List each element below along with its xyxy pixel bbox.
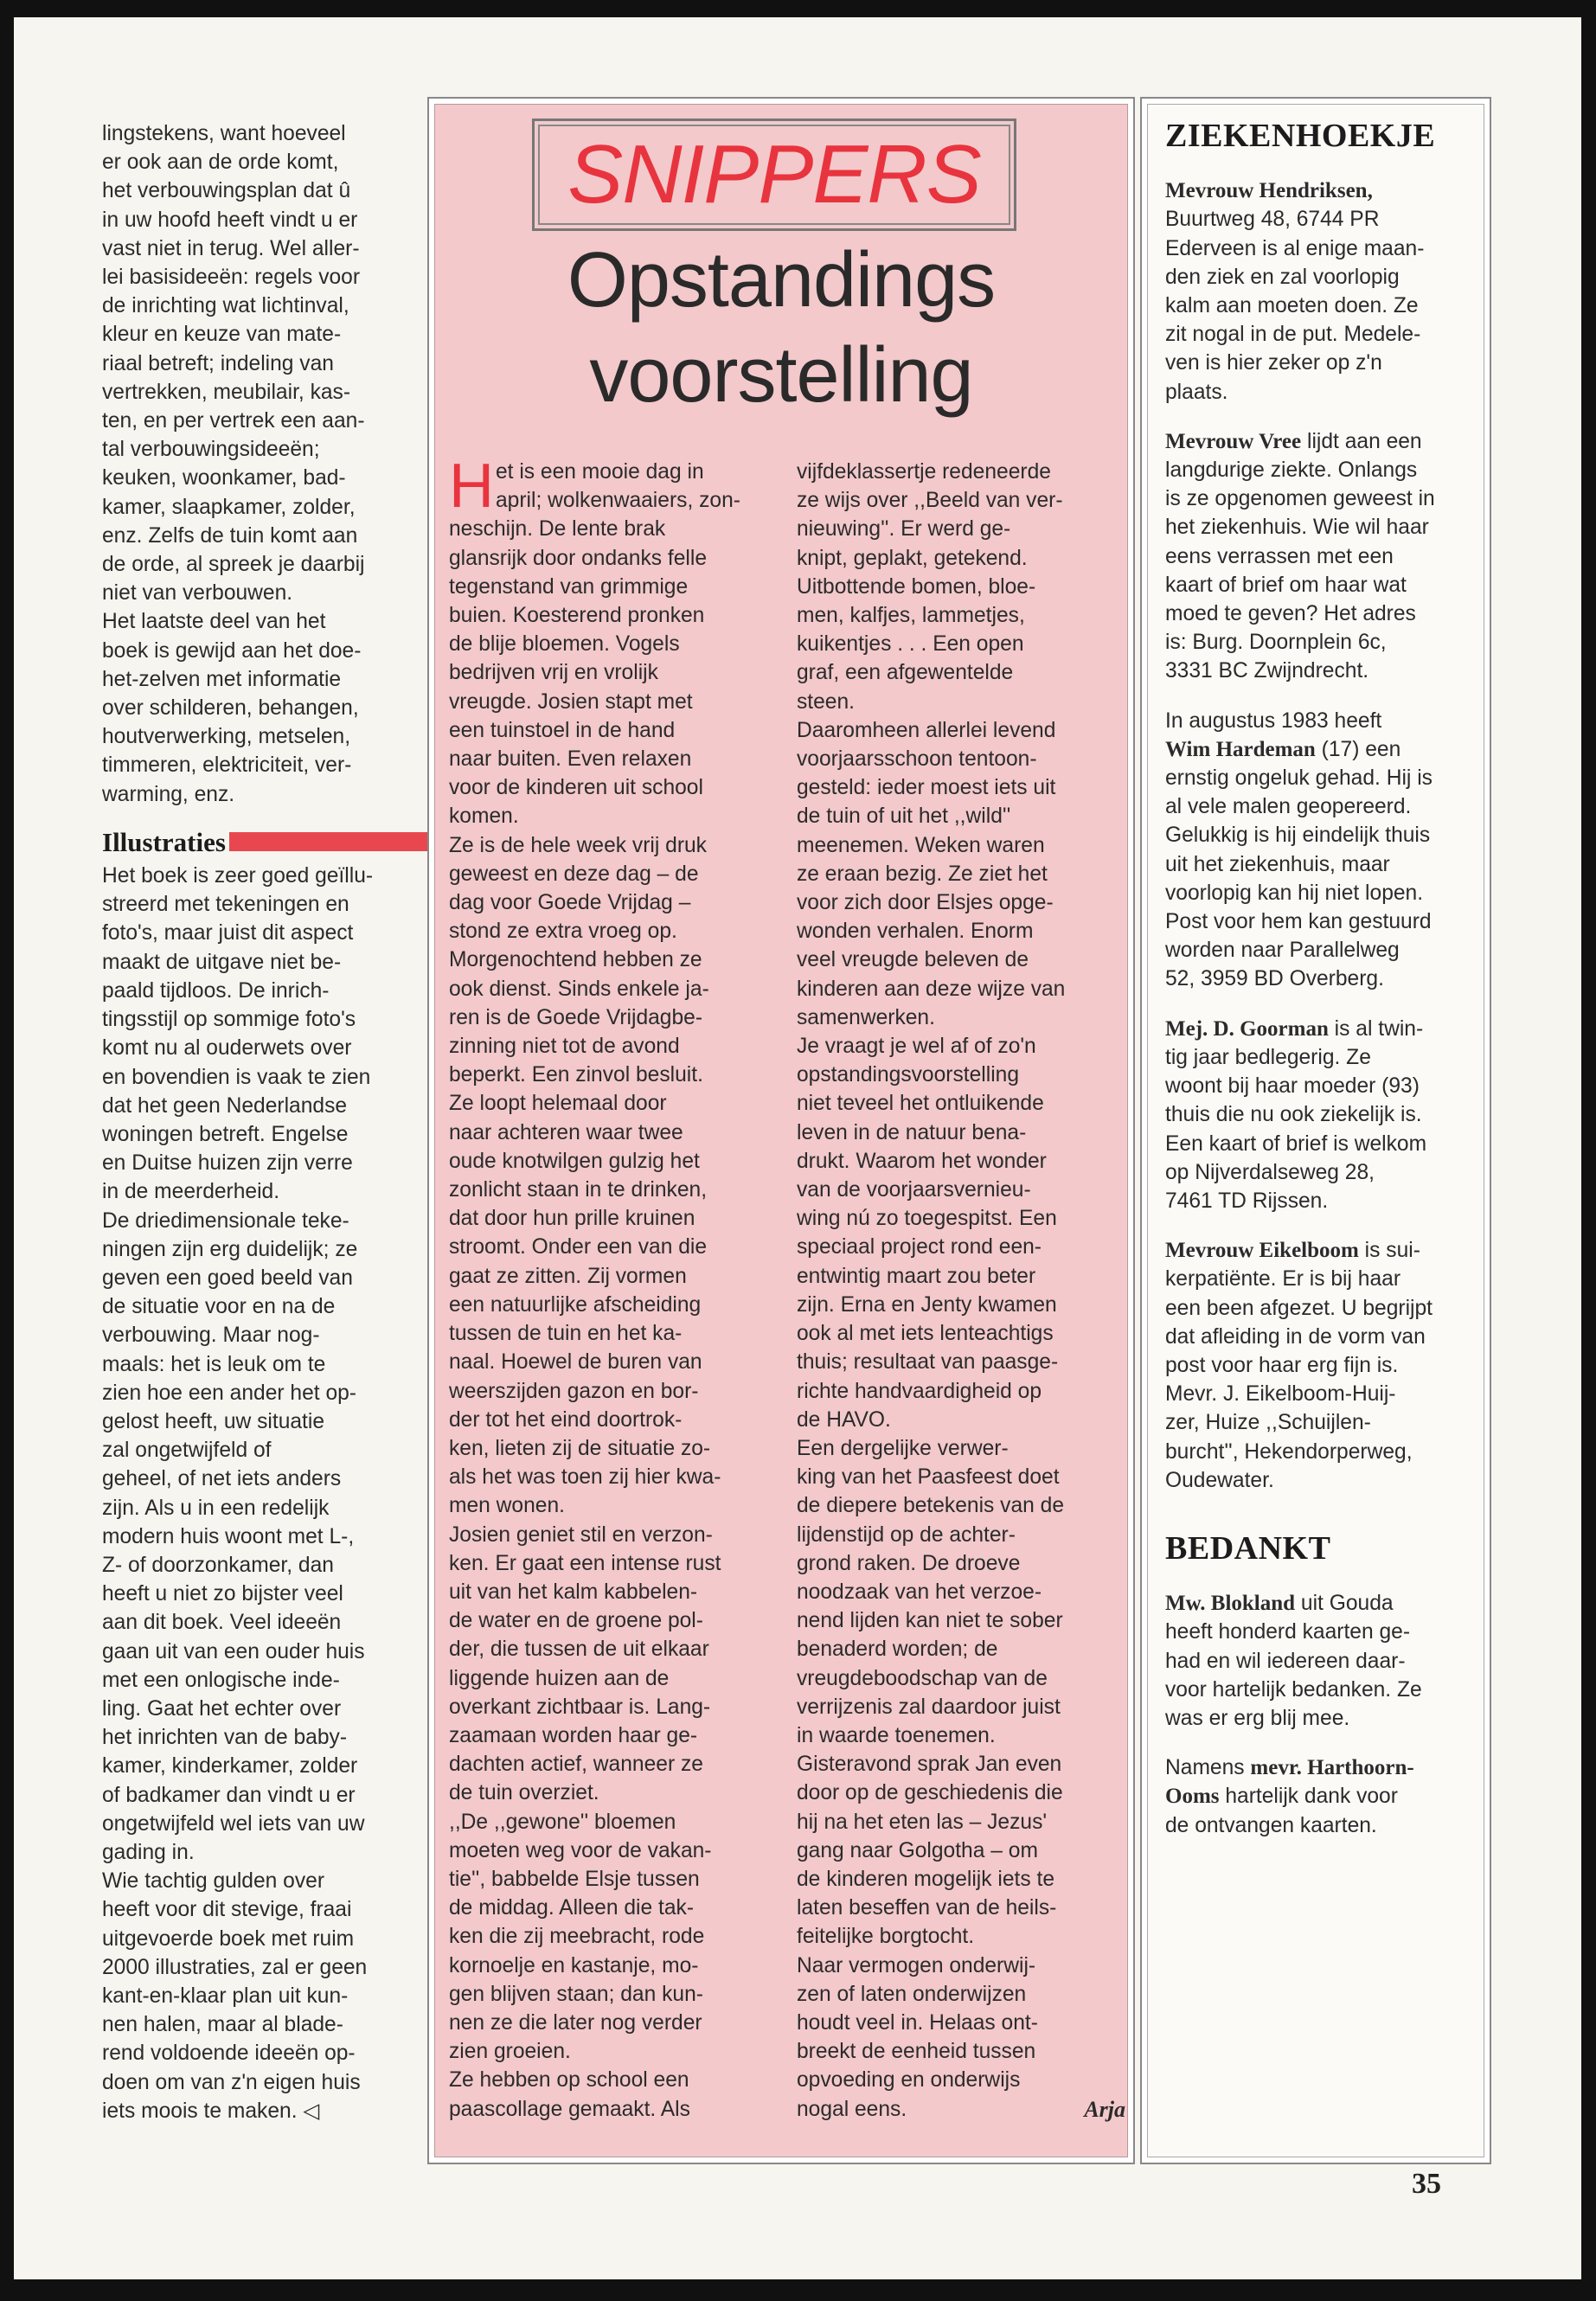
text-line: paald tijdloos. De inrich- bbox=[102, 978, 330, 1003]
text-line: kamer, kinderkamer, zolder bbox=[102, 1754, 358, 1779]
article-line: nend lijden kan niet te sober bbox=[797, 1609, 1063, 1633]
article-line: Een dergelijke verwer- bbox=[797, 1436, 1009, 1460]
article-line: wonden verhalen. Enorm bbox=[797, 920, 1034, 944]
text-line: gaan uit van een ouder huis bbox=[102, 1639, 365, 1663]
text-line: iets moois te maken. ◁ bbox=[102, 2099, 320, 2123]
entry-line: kerpatiënte. Er is bij haar bbox=[1165, 1267, 1401, 1292]
text-line: dat het geen Nederlandse bbox=[102, 1093, 348, 1118]
entry-line: den ziek en zal voorlopig bbox=[1165, 265, 1400, 289]
article-final-line bbox=[797, 2095, 1125, 2124]
patient-name: Mevrouw Hendriksen, bbox=[1165, 179, 1373, 203]
article-line: dat door hun prille kruinen bbox=[449, 1207, 695, 1231]
article-line: speciaal project rond een- bbox=[797, 1235, 1042, 1259]
article-line: zijn. Erna en Jenty kwamen bbox=[797, 1292, 1057, 1317]
article-line: opstandingsvoorstelling bbox=[797, 1063, 1020, 1087]
article-line: tegenstand van grimmige bbox=[449, 574, 689, 599]
article-line: paascollage gemaakt. Als bbox=[449, 2097, 690, 2121]
article-line: neschijn. De lente brak bbox=[449, 517, 666, 542]
text-line: rend voldoende ideeën op- bbox=[102, 2041, 356, 2066]
article-line: de HAVO. bbox=[797, 1407, 891, 1432]
text-line: gelost heeft, uw situatie bbox=[102, 1409, 325, 1433]
article-line: kuikentjes . . . Een open bbox=[797, 632, 1024, 657]
bedankt-entry-2 bbox=[1165, 1753, 1477, 1840]
article-line: kornoelje en kastanje, mo- bbox=[449, 1953, 699, 1977]
article-column-1 bbox=[449, 452, 776, 2124]
text-line: enz. Zelfs de tuin komt aan bbox=[102, 523, 358, 548]
entry-line: uit het ziekenhuis, maar bbox=[1165, 852, 1390, 876]
bedankt-lines-2 bbox=[1165, 1811, 1477, 1840]
illustraties-heading bbox=[102, 828, 429, 856]
article-line: niet teveel het ontluikende bbox=[797, 1092, 1044, 1116]
article-line: Je vraagt je wel af of zo'n bbox=[797, 1035, 1036, 1059]
text-line: De driedimensionale teke- bbox=[102, 1208, 349, 1233]
illustraties-label: Illustraties bbox=[102, 826, 226, 857]
article-line: voorjaarsschoon tentoon- bbox=[797, 747, 1037, 772]
article-line: de tuin of uit het ,,wild'' bbox=[797, 804, 1011, 829]
article-line: Gisteravond sprak Jan even bbox=[797, 1753, 1062, 1777]
entry-line: kalm aan moeten doen. Ze bbox=[1165, 294, 1419, 318]
entry-name-line bbox=[1165, 176, 1477, 205]
article-line: een tuinstoel in de hand bbox=[449, 718, 676, 742]
entry-first-text: is al twin- bbox=[1328, 1016, 1424, 1041]
text-line: riaal betreft; indeling van bbox=[102, 351, 334, 375]
bleed-through-text bbox=[567, 17, 1086, 40]
text-line: of badkamer dan vindt u er bbox=[102, 1783, 356, 1807]
entry-line: Oudewater. bbox=[1165, 1468, 1274, 1492]
article-line: Morgenochtend hebben ze bbox=[449, 948, 702, 972]
article-line: voor de kinderen uit school bbox=[449, 776, 703, 800]
first-line-text: et is een mooie dag in bbox=[496, 460, 704, 484]
entry-line: Post voor hem kan gestuurd bbox=[1165, 910, 1432, 934]
text-line: in de meerderheid. bbox=[102, 1180, 280, 1204]
bedankt-lines-1 bbox=[1165, 1618, 1477, 1733]
text-line: 2000 illustraties, zal er geen bbox=[102, 1955, 368, 1979]
article-line: tussen de tuin en het ka- bbox=[449, 1322, 683, 1346]
article-line: naar buiten. Even relaxen bbox=[449, 747, 692, 772]
text-line: aan dit boek. Veel ideeën bbox=[102, 1611, 342, 1635]
article-line: knipt, geplakt, getekend. bbox=[797, 546, 1028, 570]
text-line: vertrekken, meubilair, kas- bbox=[102, 380, 351, 404]
article-line: zinning niet tot de avond bbox=[449, 1035, 680, 1059]
bedankt-pre-2: Namens bbox=[1165, 1756, 1251, 1780]
text-line: niet van verbouwen. bbox=[102, 581, 293, 606]
article-line: geweest en deze dag – de bbox=[449, 862, 699, 886]
entry-line: plaats. bbox=[1165, 380, 1228, 404]
text-line: met een onlogische inde- bbox=[102, 1668, 340, 1692]
article-line: de blije bloemen. Vogels bbox=[449, 632, 680, 657]
text-line: streerd met tekeningen en bbox=[102, 893, 349, 917]
article-line: houdt veel in. Helaas ont- bbox=[797, 2010, 1038, 2035]
article-line: glansrijk door ondanks felle bbox=[449, 546, 708, 570]
entry-line: is: Burg. Doornplein 6c, bbox=[1165, 631, 1387, 655]
article-line: gaat ze zitten. Zij vormen bbox=[449, 1264, 687, 1288]
text-line: tal verbouwingsideeën; bbox=[102, 438, 320, 462]
ziekenhoekje-entries bbox=[1165, 176, 1477, 1495]
entry-line: langdurige ziekte. Onlangs bbox=[1165, 458, 1418, 483]
text-line: keuken, woonkamer, bad- bbox=[102, 466, 346, 490]
article-line: drukt. Waarom het wonder bbox=[797, 1149, 1047, 1173]
entry-line: Mevr. J. Eikelboom-Huij- bbox=[1165, 1382, 1396, 1407]
article-line: benaderd worden; de bbox=[797, 1638, 998, 1662]
text-line: de inrichting wat lichtinval, bbox=[102, 294, 349, 318]
article-line: als het was toen zij hier kwa- bbox=[449, 1465, 721, 1490]
article-line: meenemen. Weken waren bbox=[797, 833, 1045, 857]
article-line: overkant zichtbaar is. Lang- bbox=[449, 1695, 711, 1719]
article-line: komen. bbox=[449, 804, 519, 829]
text-line: zijn. Als u in een redelijk bbox=[102, 1496, 330, 1520]
entry-line: het ziekenhuis. Wie wil haar bbox=[1165, 516, 1429, 540]
article-line: king van het Paasfeest doet bbox=[797, 1465, 1060, 1490]
text-line: en bovendien is vaak te zien bbox=[102, 1065, 371, 1089]
text-line: de orde, al spreek je daarbij bbox=[102, 553, 365, 577]
entry-line: post voor haar erg fijn is. bbox=[1165, 1353, 1399, 1377]
article-line: leven in de natuur bena- bbox=[797, 1120, 1027, 1144]
entry-name-line bbox=[1165, 1015, 1477, 1043]
article-line: stond ze extra vroeg op. bbox=[449, 920, 677, 944]
article-line: nieuwing''. Er werd ge- bbox=[797, 517, 1011, 542]
article-line: ,,De ,,gewone'' bloemen bbox=[449, 1810, 676, 1834]
article-line: vreugdeboodschap van de bbox=[797, 1666, 1048, 1690]
article-line: kinderen aan deze wijze van bbox=[797, 977, 1066, 1001]
article-line: gang naar Golgotha – om bbox=[797, 1838, 1038, 1862]
bedankt-line: voor hartelijk bedanken. Ze bbox=[1165, 1677, 1422, 1702]
article-line: nen ze die later nog verder bbox=[449, 2010, 702, 2035]
text-line: woningen betreft. Engelse bbox=[102, 1122, 349, 1146]
entry-name-line bbox=[1165, 1236, 1477, 1265]
entry-line: 3331 BC Zwijndrecht. bbox=[1165, 659, 1369, 683]
text-line: foto's, maar juist dit aspect bbox=[102, 921, 354, 945]
article-col1-lines bbox=[449, 486, 776, 2124]
bedankt-name-2: mevr. Harthoorn- bbox=[1250, 1756, 1414, 1780]
text-line: gading in. bbox=[102, 1840, 195, 1864]
snippers-label-box bbox=[532, 119, 1016, 231]
text-line: heeft voor dit stevige, fraai bbox=[102, 1898, 352, 1922]
bedankt-line: heeft honderd kaarten ge- bbox=[1165, 1620, 1411, 1644]
article-line: ken. Er gaat een intense rust bbox=[449, 1551, 721, 1575]
snippers-label: SNIPPERS bbox=[567, 128, 981, 221]
page-number: 35 bbox=[1412, 2168, 1441, 2200]
text-line: tingsstijl op sommige foto's bbox=[102, 1008, 356, 1032]
article-line: hij na het eten las – Jezus' bbox=[797, 1810, 1048, 1834]
article-line: vreugde. Josien stapt met bbox=[449, 689, 693, 714]
bedankt-line: was er erg blij mee. bbox=[1165, 1706, 1350, 1730]
ziekenhoekje-entry bbox=[1165, 1015, 1477, 1215]
text-line: ten, en per vertrek een aan- bbox=[102, 409, 365, 433]
article-line: de kinderen mogelijk iets te bbox=[797, 1867, 1055, 1891]
article-line: ren is de Goede Vrijdagbe- bbox=[449, 1005, 703, 1029]
article-line: ze wijs over ,,Beeld van ver- bbox=[797, 489, 1063, 513]
article-line: gen blijven staan; dan kun- bbox=[449, 1982, 703, 2006]
snippers-box bbox=[434, 104, 1128, 2157]
article-line: der tot het eind doortrok- bbox=[449, 1407, 683, 1432]
text-line: vast niet in terug. Wel aller- bbox=[102, 236, 360, 260]
entry-line: woont bij haar moeder (93) bbox=[1165, 1074, 1420, 1099]
article-line: de middag. Alleen die tak- bbox=[449, 1896, 695, 1920]
text-line: lei basisideeën: regels voor bbox=[102, 266, 361, 290]
article-line: een natuurlijke afscheiding bbox=[449, 1292, 702, 1317]
article-line: veel vreugde beleven de bbox=[797, 948, 1029, 972]
ziekenhoekje-content bbox=[1165, 118, 1477, 1861]
article-line: ken die zij meebracht, rode bbox=[449, 1925, 705, 1949]
text-line: ningen zijn erg duidelijk; ze bbox=[102, 1237, 358, 1261]
text-line: timmeren, elektriciteit, ver- bbox=[102, 753, 352, 778]
left-intro-text bbox=[102, 119, 429, 809]
article-line: ook al met iets lenteachtigs bbox=[797, 1322, 1054, 1346]
bedankt-name-2b: Ooms bbox=[1165, 1785, 1220, 1809]
entry-line: kaart of brief om haar wat bbox=[1165, 573, 1407, 597]
patient-name: Mevrouw Eikelboom bbox=[1165, 1239, 1359, 1263]
text-line: warming, enz. bbox=[102, 782, 235, 806]
ziekenhoekje-entry bbox=[1165, 176, 1477, 407]
article-line: gesteld: ieder moest iets uit bbox=[797, 776, 1056, 800]
entry-line: al vele malen geopereerd. bbox=[1165, 795, 1412, 819]
text-line: het inrichten van de baby- bbox=[102, 1726, 348, 1750]
entry-intro-line: In augustus 1983 heeft bbox=[1165, 708, 1382, 733]
text-line: zal ongetwijfeld of bbox=[102, 1439, 272, 1463]
text-line: doen om van z'n eigen huis bbox=[102, 2070, 361, 2094]
text-line: kleur en keuze van mate- bbox=[102, 323, 342, 347]
text-line: kant-en-klaar plan uit kun- bbox=[102, 1984, 349, 2008]
text-line: verbouwing. Maar nog- bbox=[102, 1324, 320, 1348]
article-line: feitelijke borgtocht. bbox=[797, 1925, 975, 1949]
entry-first-text: (17) een bbox=[1315, 737, 1401, 761]
patient-name: Mej. D. Goorman bbox=[1165, 1016, 1329, 1041]
entry-name-line bbox=[1165, 427, 1477, 456]
article-line: richte handvaardigheid op bbox=[797, 1379, 1042, 1403]
article-line: wing nú zo toegespitst. Een bbox=[797, 1207, 1057, 1231]
article-line: noodzaak van het verzoe- bbox=[797, 1580, 1042, 1604]
text-line: uitgevoerde boek met ruim bbox=[102, 1926, 355, 1951]
article-line: breekt de eenheid tussen bbox=[797, 2040, 1036, 2064]
article-line: de diepere betekenis van de bbox=[797, 1494, 1065, 1518]
bedankt-line: had en wil iedereen daar- bbox=[1165, 1649, 1406, 1673]
text-line: zien hoe een ander het op- bbox=[102, 1381, 356, 1405]
article-line: graf, een afgewentelde bbox=[797, 661, 1014, 685]
article-line: stroomt. Onder een van die bbox=[449, 1235, 708, 1259]
entry-line: burcht'', Hekendorperweg, bbox=[1165, 1439, 1413, 1464]
text-line: houtverwerking, metselen, bbox=[102, 725, 351, 749]
headline-line-2: voorstelling bbox=[589, 332, 973, 419]
entry-line: tig jaar bedlegerig. Ze bbox=[1165, 1045, 1371, 1069]
article-line: oude knotwilgen gulzig het bbox=[449, 1149, 700, 1173]
drop-cap: H bbox=[449, 452, 494, 521]
article-line: de water en de groene pol- bbox=[449, 1609, 703, 1633]
text-line: Z- of doorzonkamer, dan bbox=[102, 1553, 334, 1577]
article-line: samenwerken. bbox=[797, 1005, 935, 1029]
entry-line: Gelukkig is hij eindelijk thuis bbox=[1165, 824, 1431, 848]
text-line: maals: het is leuk om te bbox=[102, 1352, 326, 1376]
bedankt-title: BEDANKT bbox=[1165, 1529, 1331, 1567]
article-line: de tuin overziet. bbox=[449, 1781, 599, 1805]
article-line: naar achteren waar twee bbox=[449, 1120, 683, 1144]
article-line: weerszijden gazon en bor- bbox=[449, 1379, 699, 1403]
text-line: Wie tachtig gulden over bbox=[102, 1869, 325, 1894]
article-line: thuis; resultaat van paasge- bbox=[797, 1350, 1059, 1375]
article-line: van de voorjaarsvernieu- bbox=[797, 1178, 1031, 1202]
article-line: Ze hebben op school een bbox=[449, 2068, 689, 2093]
text-line: de situatie voor en na de bbox=[102, 1295, 336, 1319]
article-col2-lines bbox=[797, 458, 1125, 2095]
bedankt-line: de ontvangen kaarten. bbox=[1165, 1813, 1377, 1837]
magazine-page bbox=[14, 17, 1581, 2279]
article-line: grond raken. De droeve bbox=[797, 1551, 1021, 1575]
article-line: liggende huizen aan de bbox=[449, 1666, 670, 1690]
entry-line: op Nijverdalseweg 28, bbox=[1165, 1160, 1375, 1184]
text-line: ling. Gaat het echter over bbox=[102, 1696, 342, 1721]
entry-line: Ederveen is al enige maan- bbox=[1165, 236, 1425, 260]
article-line: men wonen. bbox=[449, 1494, 565, 1518]
text-line: ongetwijfeld wel iets van uw bbox=[102, 1811, 365, 1836]
ziekenhoekje-entry bbox=[1165, 707, 1477, 994]
article-line: april; wolkenwaaiers, zon- bbox=[496, 489, 740, 513]
article-line: buien. Koesterend pronken bbox=[449, 604, 705, 628]
patient-name: Mevrouw Vree bbox=[1165, 429, 1302, 453]
text-line: maakt de uitgave niet be- bbox=[102, 950, 342, 974]
author-signature: Arja bbox=[1084, 2096, 1125, 2122]
article-column-2 bbox=[797, 458, 1125, 2124]
article-line: dag voor Goede Vrijdag – bbox=[449, 891, 691, 915]
snippers-frame bbox=[427, 97, 1135, 2164]
article-line: ze eraan bezig. Ze ziet het bbox=[797, 862, 1048, 886]
article-line: ken, lieten zij de situatie zo- bbox=[449, 1436, 711, 1460]
text-line: het-zelven met informatie bbox=[102, 667, 342, 691]
article-headline bbox=[435, 233, 1127, 423]
text-line: geheel, of net iets anders bbox=[102, 1467, 342, 1491]
article-line: uit van het kalm kabbelen- bbox=[449, 1580, 698, 1604]
ziekenhoekje-entry bbox=[1165, 427, 1477, 686]
text-line: over schilderen, behangen, bbox=[102, 696, 359, 721]
patient-name: Wim Hardeman bbox=[1165, 737, 1316, 761]
article-line: entwintig maart zou beter bbox=[797, 1264, 1036, 1288]
entry-line: moed te geven? Het adres bbox=[1165, 602, 1416, 626]
text-line: heeft u niet zo bijster veel bbox=[102, 1582, 343, 1606]
entry-line: ernstig ongeluk gehad. Hij is bbox=[1165, 766, 1433, 791]
article-line: voor zich door Elsjes opge- bbox=[797, 891, 1054, 915]
ziekenhoekje-title: ZIEKENHOEKJE bbox=[1165, 118, 1436, 154]
entry-first-text: lijdt aan een bbox=[1301, 429, 1422, 453]
article-line: zaamaan worden haar ge- bbox=[449, 1723, 698, 1747]
article-line: verrijzenis zal daardoor juist bbox=[797, 1695, 1061, 1719]
text-line: nen halen, maar al blade- bbox=[102, 2013, 343, 2037]
article-line: ook dienst. Sinds enkele ja- bbox=[449, 977, 709, 1001]
article-line: dachten actief, wanneer ze bbox=[449, 1753, 703, 1777]
article-line: Uitbottende bomen, bloe- bbox=[797, 574, 1036, 599]
article-line: steen. bbox=[797, 689, 855, 714]
article-line: lijdenstijd op de achter- bbox=[797, 1522, 1016, 1547]
article-line: opvoeding en onderwijs bbox=[797, 2068, 1021, 2093]
entry-name-line bbox=[1165, 735, 1477, 764]
left-column bbox=[102, 119, 429, 2125]
article-line: naal. Hoewel de buren van bbox=[449, 1350, 702, 1375]
bedankt-first-2: hartelijk dank voor bbox=[1219, 1785, 1398, 1809]
text-line: Het laatste deel van het bbox=[102, 610, 326, 634]
entry-line: eens verrassen met een bbox=[1165, 544, 1394, 568]
text-line: kamer, slaapkamer, zolder, bbox=[102, 495, 356, 519]
text-line: en Duitse huizen zijn verre bbox=[102, 1151, 353, 1176]
article-line: door op de geschiedenis die bbox=[797, 1781, 1063, 1805]
entry-line: Een kaart of brief is welkom bbox=[1165, 1131, 1427, 1156]
article-line: laten beseffen van de heils- bbox=[797, 1896, 1057, 1920]
article-line: bedrijven vrij en vrolijk bbox=[449, 661, 658, 685]
entry-line: 52, 3959 BD Overberg. bbox=[1165, 967, 1384, 991]
article-line: in waarde toenemen. bbox=[797, 1723, 996, 1747]
article-line: zonlicht staan in te drinken, bbox=[449, 1178, 708, 1202]
last-line: nogal eens. bbox=[797, 2097, 907, 2121]
article-line: Josien geniet stil en verzon- bbox=[449, 1522, 713, 1547]
article-line: moeten weg voor de vakan- bbox=[449, 1838, 712, 1862]
headline-line-1: Opstandings bbox=[567, 237, 996, 324]
article-line: tie'', babbelde Elsje tussen bbox=[449, 1867, 700, 1891]
bedankt-first-1: uit Gouda bbox=[1295, 1592, 1394, 1616]
article-line: Naar vermogen onderwij- bbox=[797, 1953, 1036, 1977]
entry-line: ven is hier zeker op z'n bbox=[1165, 351, 1382, 375]
text-line: komt nu al ouderwets over bbox=[102, 1036, 352, 1061]
text-line: in uw hoofd heeft vindt u er bbox=[102, 208, 358, 232]
ziekenhoekje-entry bbox=[1165, 1236, 1477, 1495]
ziekenhoekje-box bbox=[1147, 104, 1484, 2157]
entry-line: Buurtweg 48, 6744 PR bbox=[1165, 208, 1380, 232]
text-line: geven een goed beeld van bbox=[102, 1266, 353, 1290]
bedankt-name-1: Mw. Blokland bbox=[1165, 1592, 1296, 1616]
article-line: beperkt. Een zinvol besluit. bbox=[449, 1063, 703, 1087]
entry-line: 7461 TD Rijssen. bbox=[1165, 1189, 1329, 1213]
entry-line: een been afgezet. U begrijpt bbox=[1165, 1296, 1433, 1320]
ziekenhoekje-frame bbox=[1140, 97, 1491, 2164]
text-line: lingstekens, want hoeveel bbox=[102, 122, 346, 145]
entry-line: thuis die nu ook ziekelijk is. bbox=[1165, 1103, 1422, 1127]
article-line: zen of laten onderwijzen bbox=[797, 1982, 1027, 2006]
article-line: zien groeien. bbox=[449, 2040, 571, 2064]
entry-line: zer, Huize ,,Schuijlen- bbox=[1165, 1411, 1371, 1435]
left-body-text bbox=[102, 862, 429, 2125]
entry-line: zit nogal in de put. Medele- bbox=[1165, 323, 1421, 347]
article-line: Daaromheen allerlei levend bbox=[797, 718, 1056, 742]
text-line: er ook aan de orde komt, bbox=[102, 151, 339, 175]
entry-line: voorlopig kan hij niet lopen. bbox=[1165, 881, 1424, 905]
article-line: der, die tussen de uit elkaar bbox=[449, 1638, 709, 1662]
entry-line: dat afleiding in de vorm van bbox=[1165, 1324, 1426, 1349]
bedankt-entry-1 bbox=[1165, 1589, 1477, 1733]
text-line: modern huis woont met L-, bbox=[102, 1524, 355, 1548]
article-line: men, kalfjes, lammetjes, bbox=[797, 604, 1025, 628]
entry-line: is ze opgenomen geweest in bbox=[1165, 487, 1435, 511]
text-line: boek is gewijd aan het doe- bbox=[102, 638, 362, 663]
red-accent-bar bbox=[229, 832, 429, 851]
text-line: het verbouwingsplan dat û bbox=[102, 179, 351, 203]
article-line: Ze loopt helemaal door bbox=[449, 1092, 667, 1116]
article-line: vijfdeklassertje redeneerde bbox=[797, 460, 1051, 484]
text-line: Het boek is zeer goed geïllu- bbox=[102, 864, 374, 888]
entry-line: worden naar Parallelweg bbox=[1165, 939, 1400, 963]
entry-first-text: is sui- bbox=[1358, 1239, 1420, 1263]
article-line: Ze is de hele week vrij druk bbox=[449, 833, 707, 857]
